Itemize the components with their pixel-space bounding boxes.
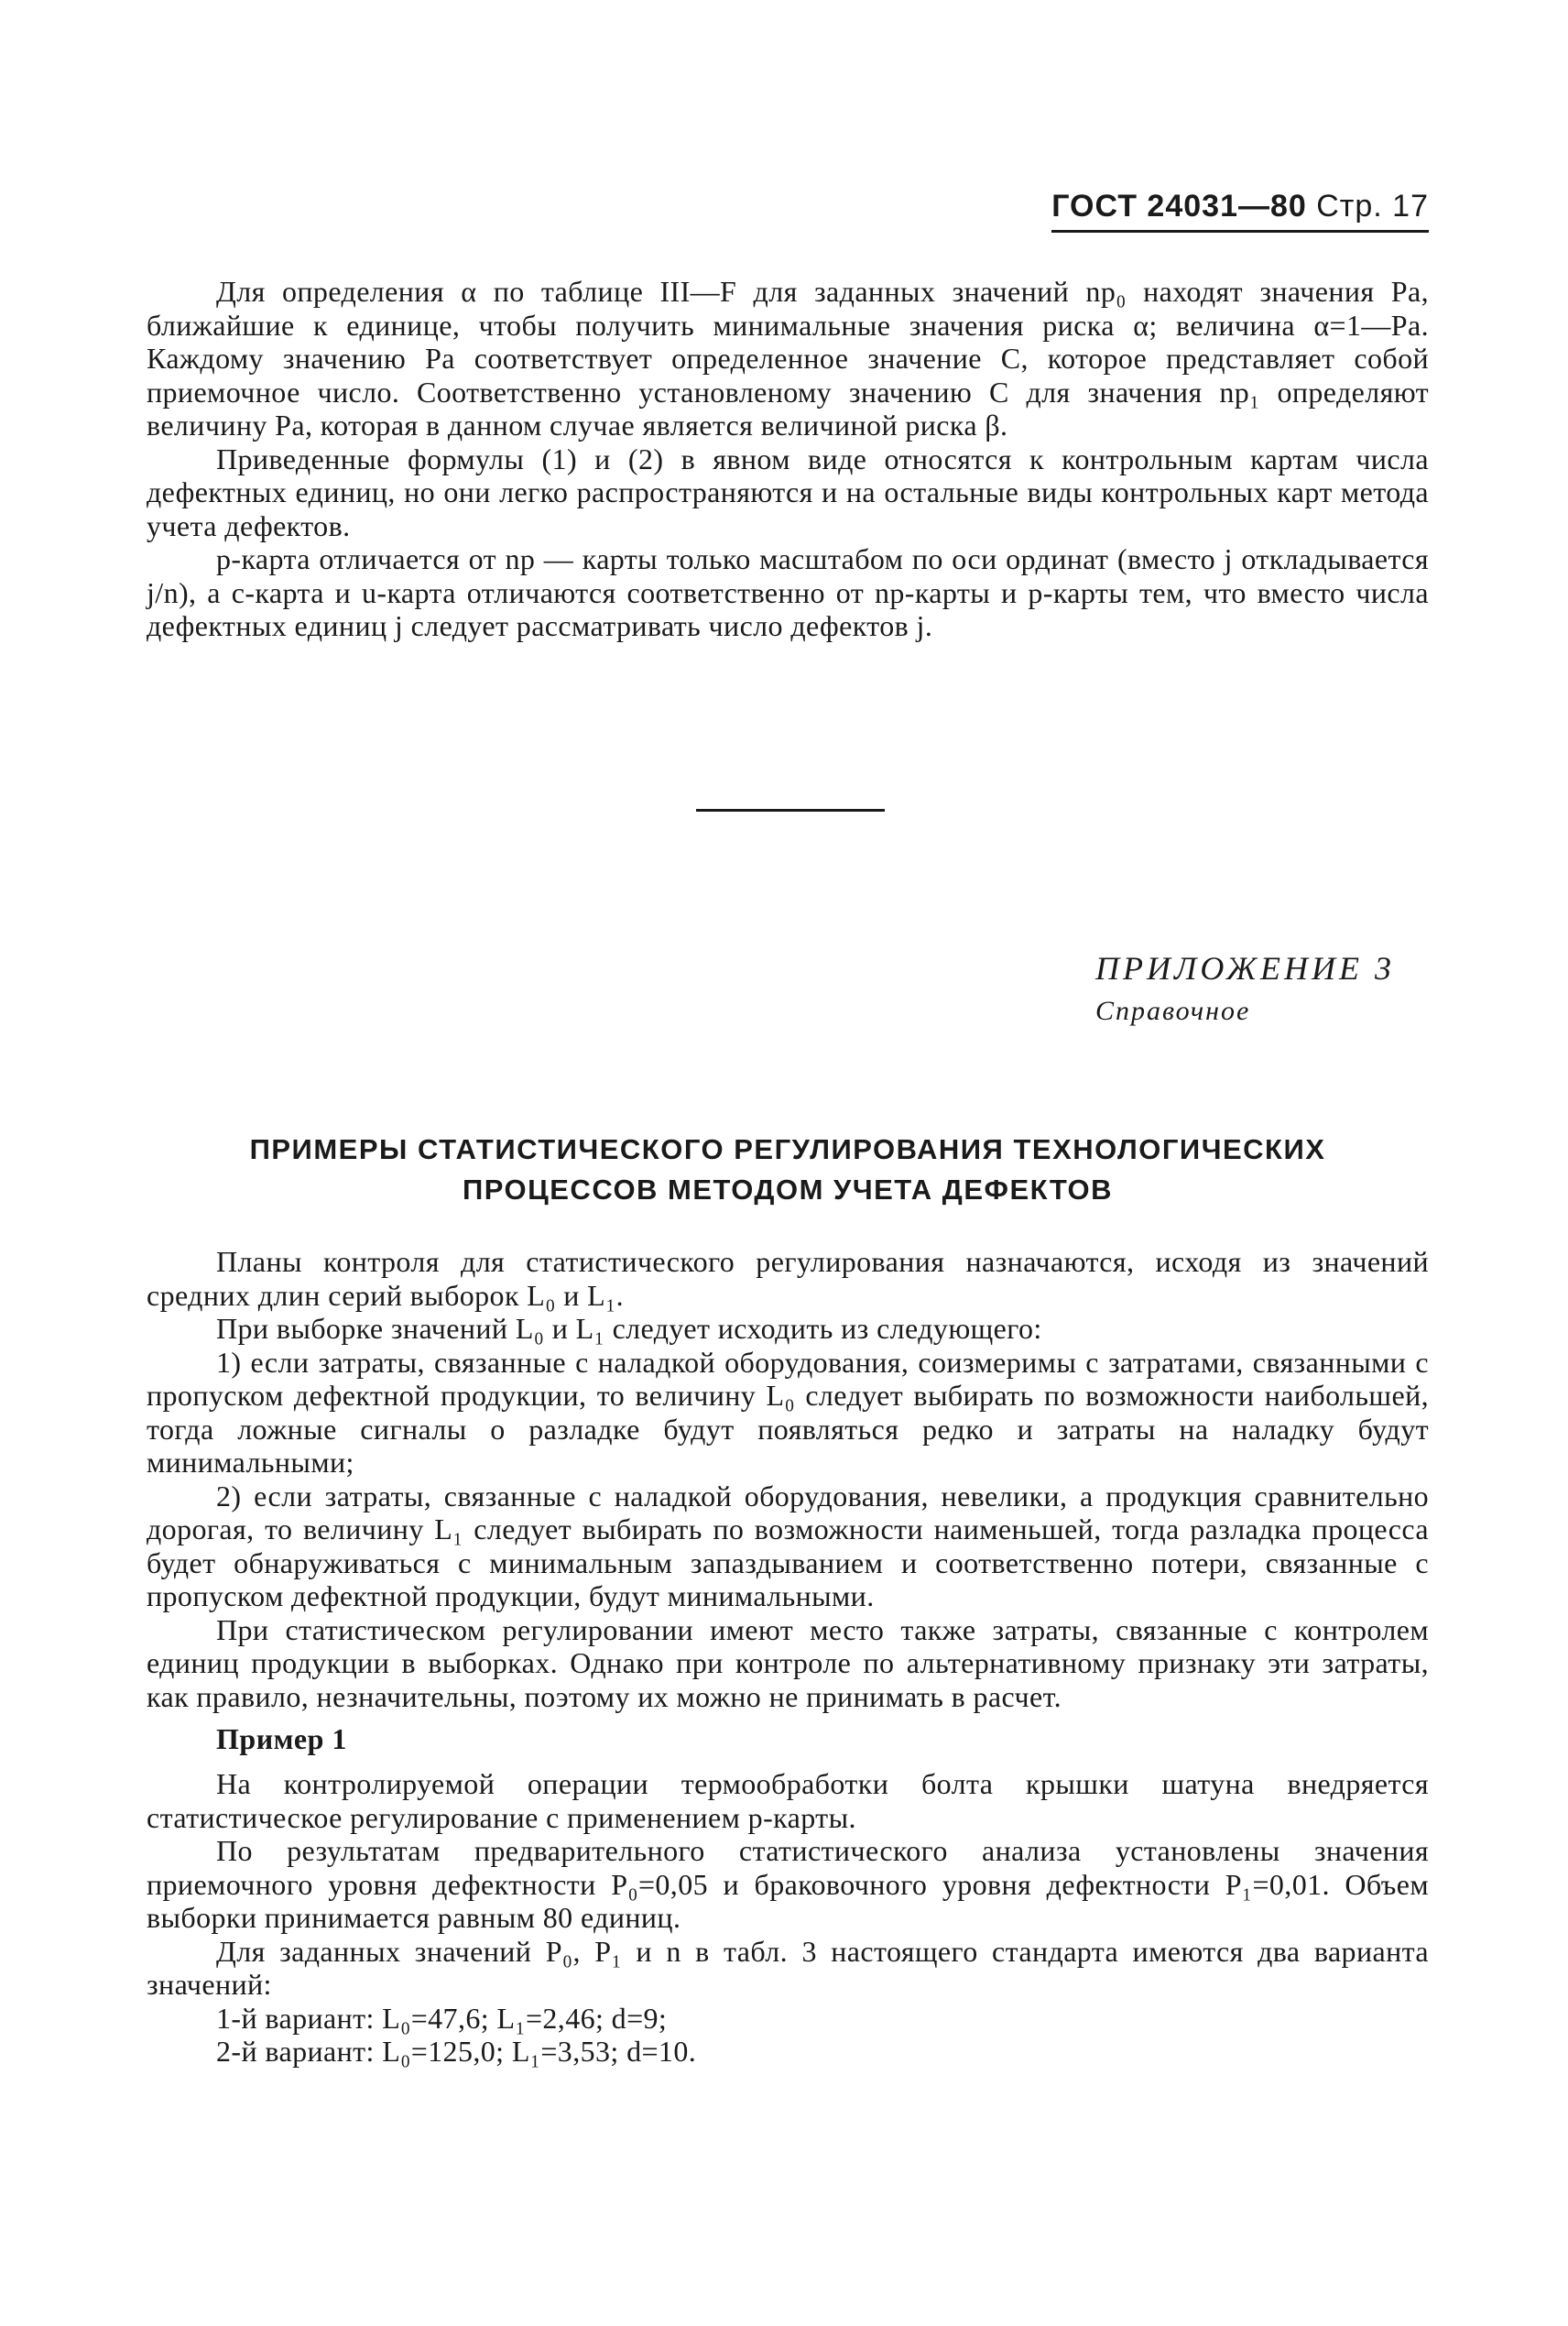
body-text <box>147 1245 1429 2069</box>
appendix-subtitle: Справочное <box>1095 996 1251 1026</box>
page-header <box>1051 189 1429 233</box>
paragraph: При выборке значений L₀ и L₁ следует исходить из следующего: <box>216 1312 1042 1345</box>
paragraph: На контролируемой операции термообработки болта крышки шатуна внедряется статистическое регулирование с применением p-карты. <box>147 1767 1429 1834</box>
section-title-line: ПРОЦЕССОВ МЕТОДОМ УЧЕТА ДЕФЕКТОВ <box>462 1174 1114 1206</box>
paragraph: По результатам предварительного статистического анализа установлены значения приемочного уровня дефектности P₀=0,05 и браковочного уровня дефектности P₁=0,01. Объем выборки принимается равным 80 единиц. <box>147 1834 1429 1934</box>
paragraph: Для заданных значений P₀, P₁ и n в табл. 3 настоящего стандарта имеются два варианта значений: <box>147 1934 1429 2001</box>
intro-text <box>147 275 1429 643</box>
example-heading: Пример 1 <box>216 1722 347 1755</box>
paragraph: p-карта отличается от np — карты только масштабом по оси ординат (вместо j откладывается j/n), а c-карта и u-карта отличаются соответственно от np-карты и p-карты тем, что вместо числа дефектных единиц j следует рассматривать число дефектов j. <box>147 542 1429 642</box>
paragraph: Для определения α по таблице III—F для заданных значений np₀ находят значения Pa, ближайшие к единице, чтобы получить минимальные значения риска α; величина α=1—Pa. Каждому значению Pa соответствует определенное значение C, которое представляет собой приемочное число. Соответственно установленому значению C для значения np₁ определяют величину Pa, которая в данном случае является величиной риска β. <box>147 275 1429 442</box>
list-item: 2) если затраты, связанные с наладкой оборудования, невелики, а продукция сравнительно дорогая, то величину L₁ следует выбирать по возможности наименьшей, тогда разладка процесса будет обнаруживаться с минимальным запаздыванием и соответственно потери, связанные с пропуском дефектной продукции, будут минимальными. <box>147 1479 1429 1612</box>
section-title <box>147 1130 1429 1210</box>
section-title-line: ПРИМЕРЫ СТАТИСТИЧЕСКОГО РЕГУЛИРОВАНИЯ ТЕХНОЛОГИЧЕСКИХ <box>249 1133 1326 1165</box>
standard-number: ГОСТ 24031—80 <box>1051 189 1307 224</box>
variant-line: 2-й вариант: L₀=125,0; L₁=3,53; d=10. <box>216 2035 697 2068</box>
paragraph: Приведенные формулы (1) и (2) в явном виде относятся к контрольным картам числа дефектных единиц, но они легко распространяются и на остальные виды контрольных карт метода учета дефектов. <box>147 442 1429 542</box>
paragraph: Планы контроля для статистического регулирования назначаются, исходя из значений средних длин серий выборок L₀ и L₁. <box>147 1245 1429 1312</box>
section-divider <box>696 809 885 812</box>
paragraph: При статистическом регулировании имеют место также затраты, связанные с контролем единиц продукции в выборках. Однако при контроле по альтернативному признаку эти затраты, как правило, незначительны, поэтому их можно не принимать в расчет. <box>147 1612 1429 1713</box>
variant-line: 1-й вариант: L₀=47,6; L₁=2,46; d=9; <box>216 2001 668 2035</box>
page-number: Стр. 17 <box>1316 189 1429 224</box>
list-item: 1) если затраты, связанные с наладкой оборудования, соизмеримы с затратами, связанными с пропуском дефектной продукции, то величину L₀ следует выбирать по возможности наибольшей, тогда ложные сигналы о разладке будут появляться редко и затраты на наладку будут минимальными; <box>147 1345 1429 1479</box>
appendix-title: ПРИЛОЖЕНИЕ 3 <box>1095 950 1395 987</box>
